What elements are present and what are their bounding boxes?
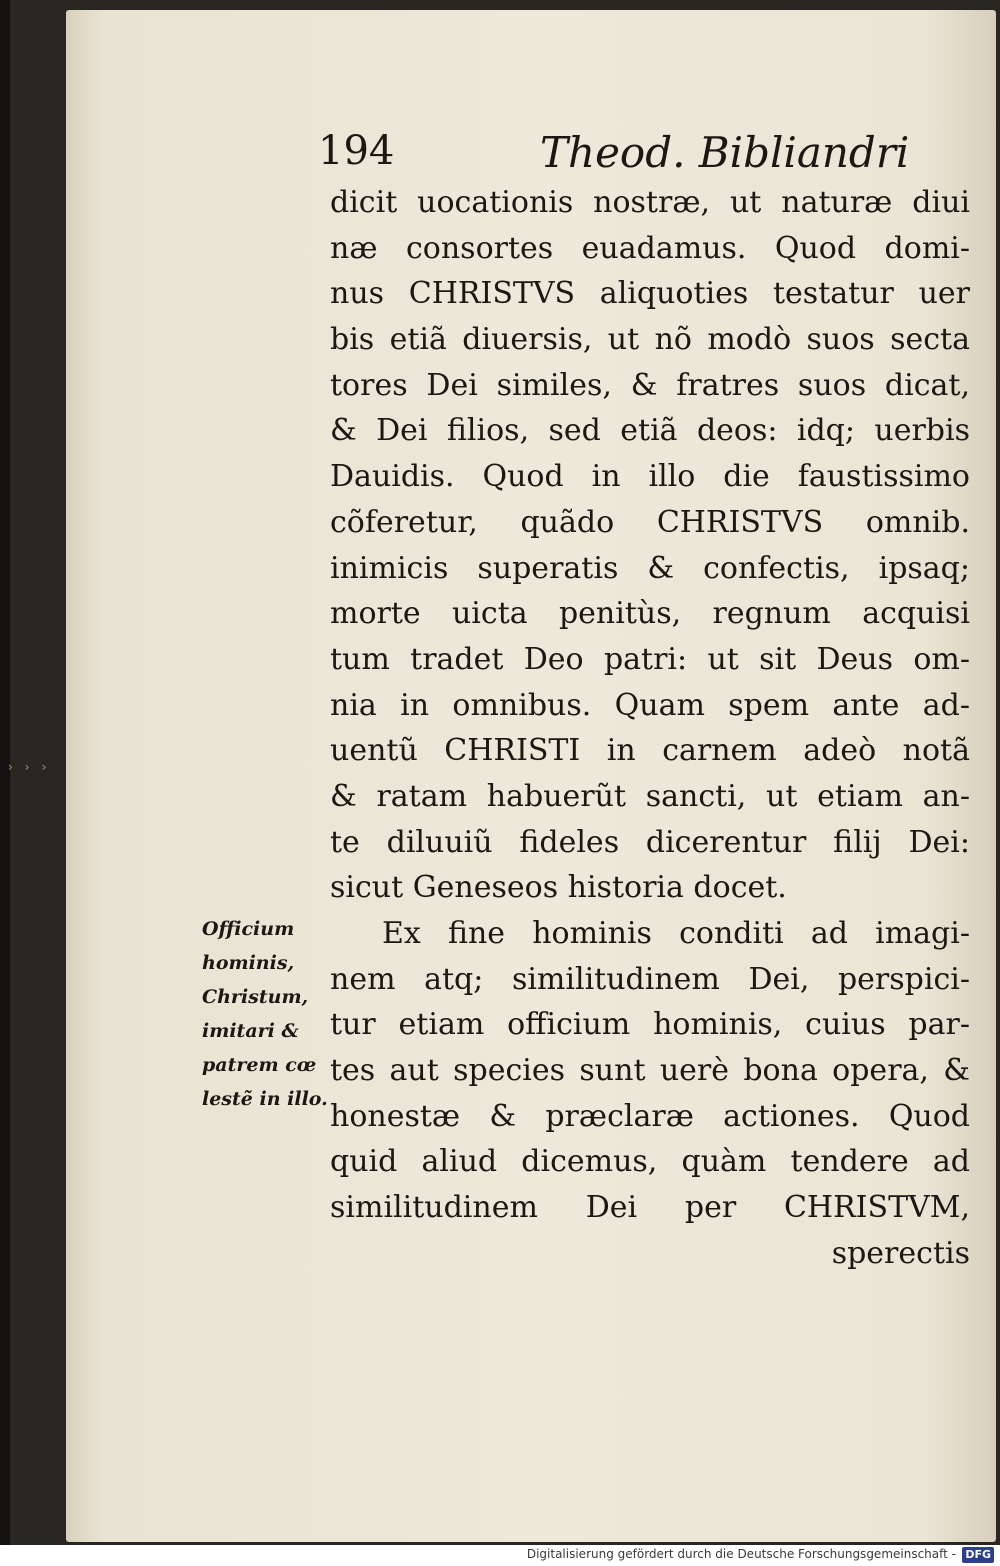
text-line: næ consortes euadamus. Quod domi- bbox=[330, 230, 970, 266]
text-line: nem atq; similitudinem Dei, perspici- bbox=[330, 961, 970, 997]
text-line: tores Dei similes, & fratres suos dicat, bbox=[330, 367, 970, 403]
text-line: dicit uocationis nostræ, ut naturæ diui bbox=[330, 185, 970, 220]
text-line: cõferetur, quãdo CHRISTVS omnib. bbox=[330, 504, 970, 540]
margin-note-line: Officium bbox=[202, 918, 295, 940]
text-line: tur etiam officium hominis, cuius par- bbox=[330, 1007, 970, 1043]
edge-marks: ››› bbox=[8, 760, 59, 774]
running-head: Theod. Bibliandri bbox=[540, 128, 910, 177]
text-line: & ratam habuerũt sancti, ut etiam an- bbox=[330, 778, 970, 814]
catchword: sperectis bbox=[831, 1235, 970, 1271]
dfg-logo: DFG bbox=[962, 1547, 994, 1563]
margin-note-line: imitari & bbox=[202, 1020, 299, 1042]
page-number: 194 bbox=[318, 128, 395, 174]
margin-note-line: hominis, bbox=[202, 952, 295, 974]
text-line: Dauidis. Quod in illo die faustissimo bbox=[330, 459, 970, 495]
text-line: bis etiã diuersis, ut nõ modò suos secta bbox=[330, 322, 970, 358]
text-line: uentũ CHRISTI in carnem adeò notã bbox=[330, 733, 970, 769]
funding-credit: Digitalisierung gefördert durch die Deutsche Forschungsgemeinschaft - bbox=[526, 1547, 956, 1561]
text-line: tum tradet Deo patri: ut sit Deus om- bbox=[330, 641, 970, 677]
text-line: sicut Geneseos historia docet. bbox=[330, 870, 787, 906]
margin-note-line: patrem cœ bbox=[202, 1054, 317, 1076]
margin-note-line: lestẽ in illo. bbox=[202, 1088, 328, 1110]
text-line: quid aliud dicemus, quàm tendere ad bbox=[330, 1144, 970, 1180]
text-line: & Dei filios, sed etiã deos: idq; uerbis bbox=[330, 413, 970, 449]
text-line: tes aut species sunt uerè bona opera, & bbox=[330, 1053, 970, 1089]
margin-note bbox=[202, 912, 332, 1116]
text-line: inimicis superatis & confectis, ipsaq; bbox=[330, 550, 970, 586]
footer-bar bbox=[0, 1545, 1000, 1566]
text-line: nus CHRISTVS aliquoties testatur uer bbox=[330, 276, 970, 312]
text-line: morte uicta penitùs, regnum acquisi bbox=[330, 596, 970, 632]
text-line: Ex fine hominis conditi ad imagi- bbox=[382, 916, 970, 951]
text-line: honestæ & præclaræ actiones. Quod bbox=[330, 1098, 970, 1134]
margin-note-line: Christum, bbox=[202, 986, 309, 1008]
text-line: similitudinem Dei per CHRISTVM, bbox=[330, 1190, 970, 1226]
body-text bbox=[330, 180, 970, 1277]
text-line: te diluuiũ fideles dicerentur filij Dei: bbox=[330, 824, 970, 860]
text-line: nia in omnibus. Quam spem ante ad- bbox=[330, 687, 970, 723]
